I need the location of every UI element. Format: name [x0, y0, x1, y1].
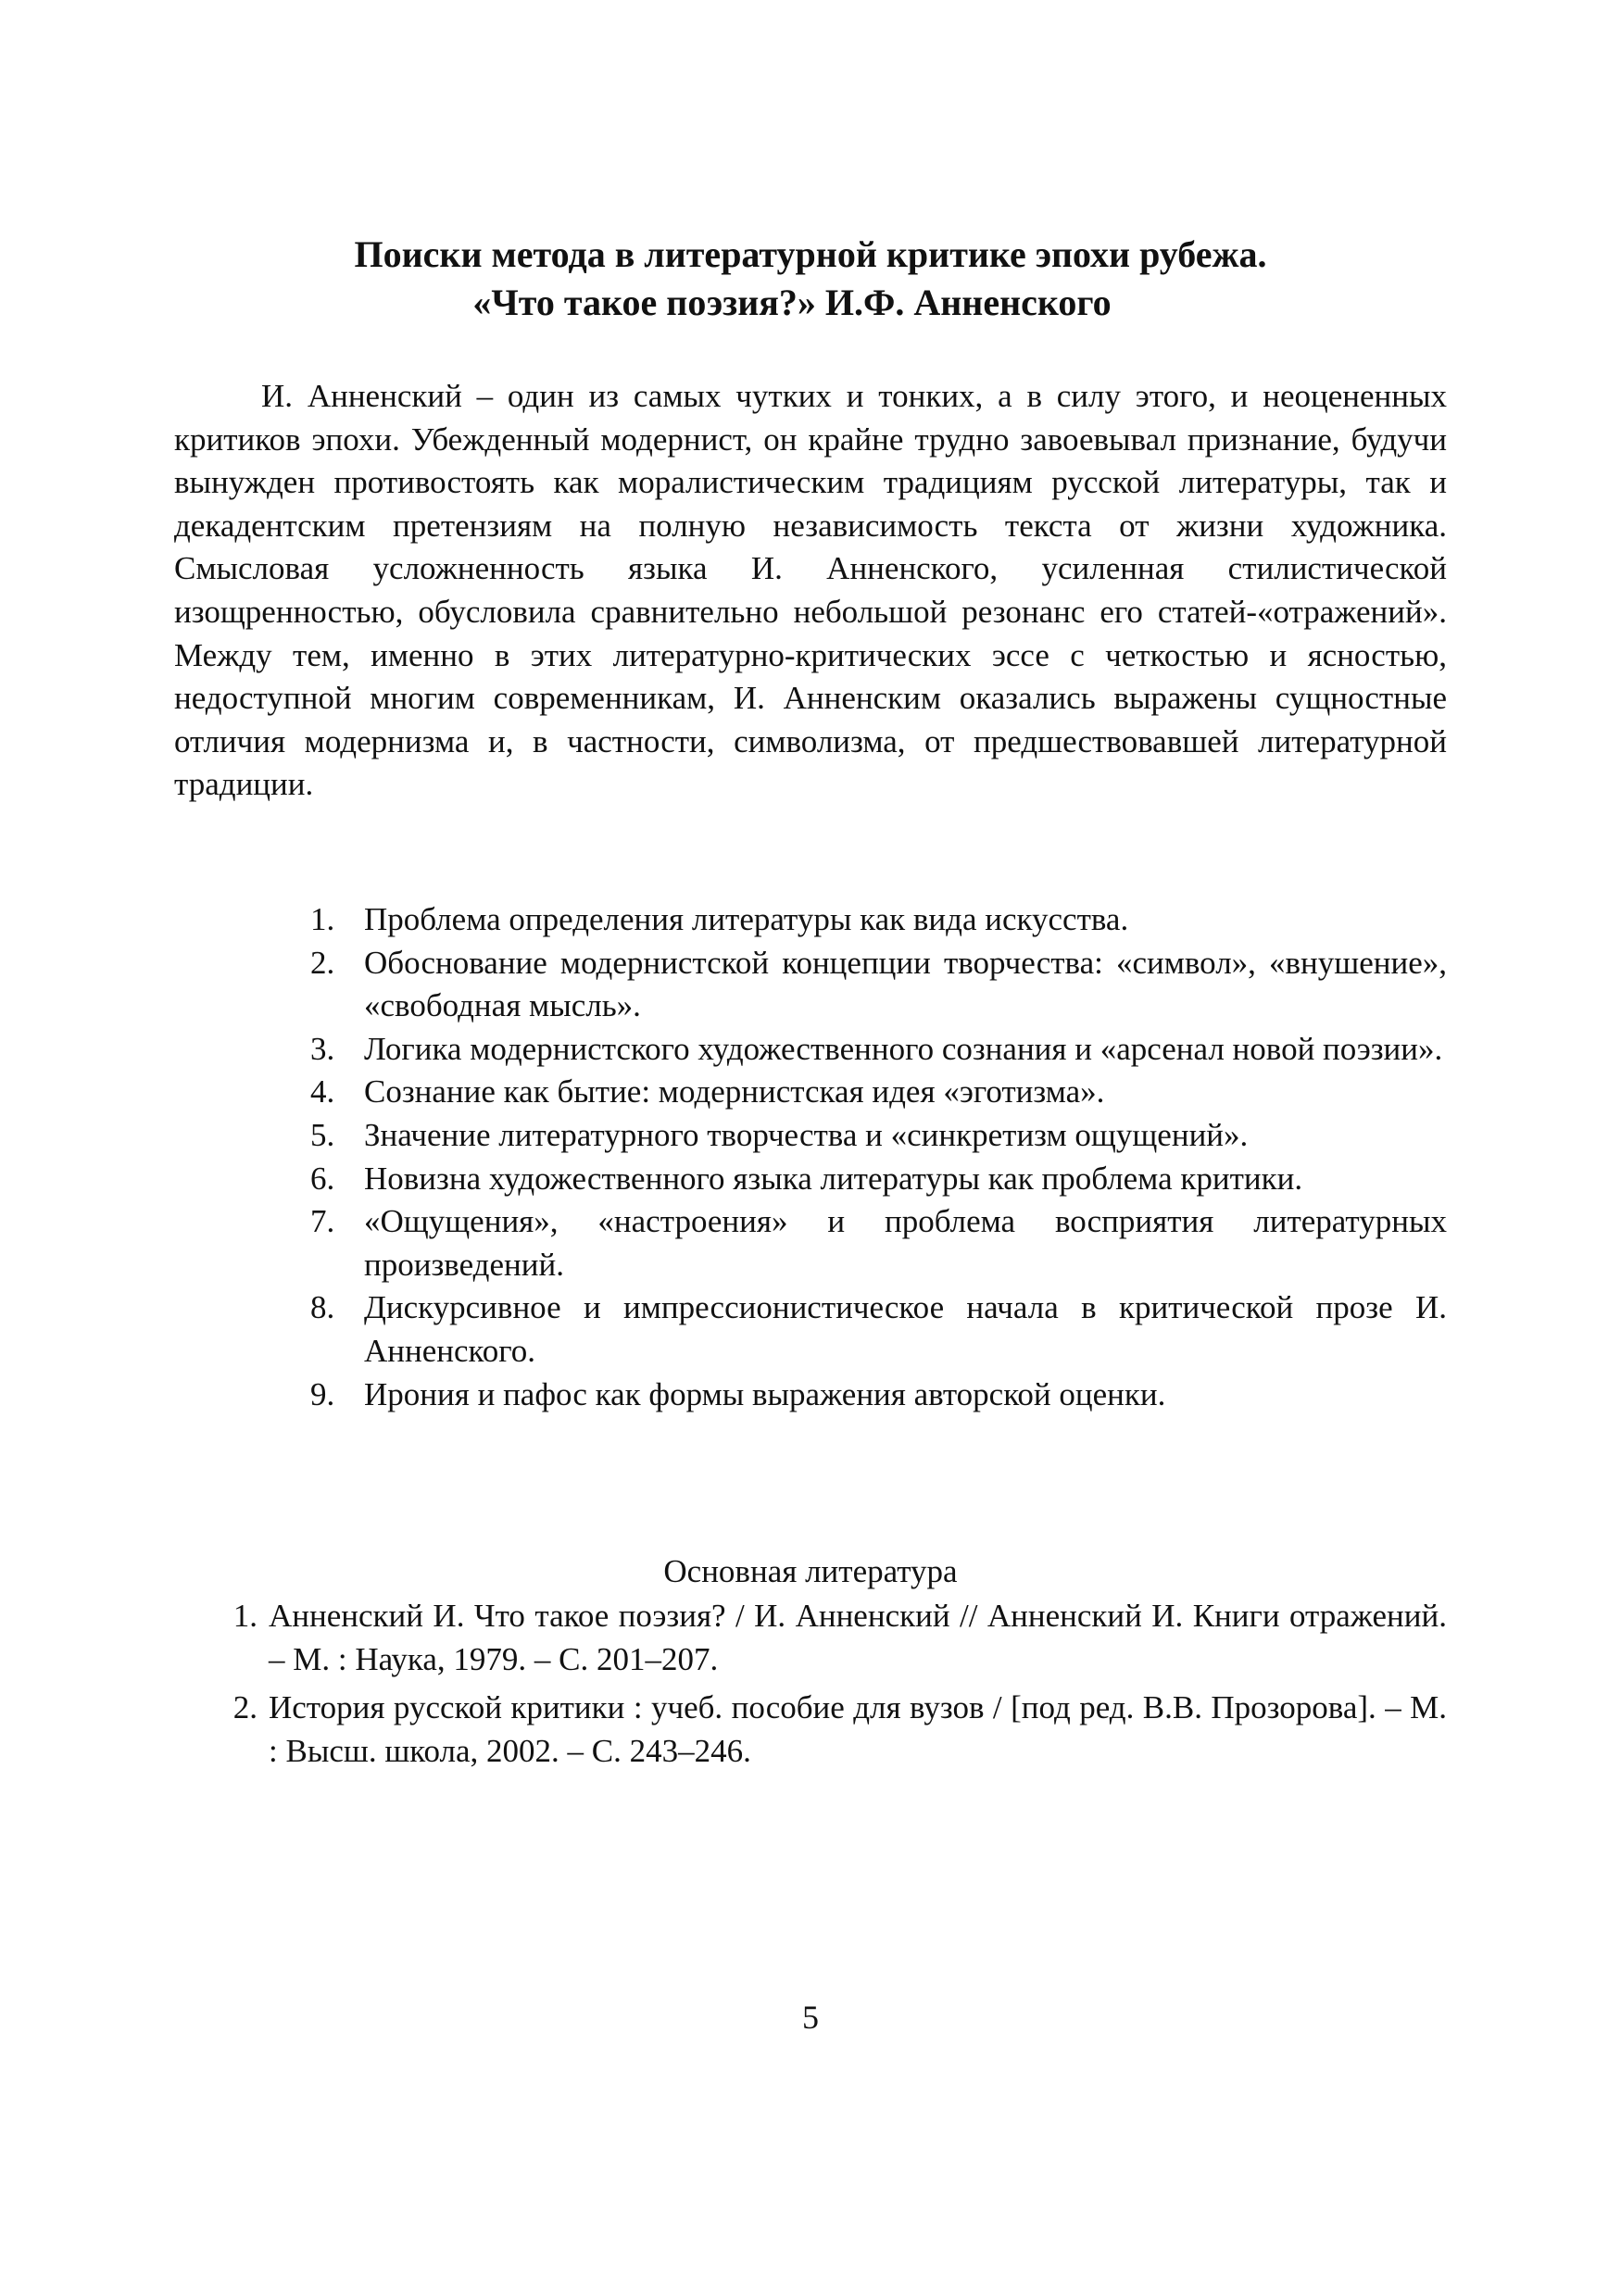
reference-item: [211, 1687, 1447, 1773]
page-title-line-2: «Что такое поэзия?» И.Ф. Анненского: [472, 282, 1112, 323]
reference-text: Анненский И. Что такое поэзия? / И. Анненский // Анненский И. Книги отражений. – М. : Наука, 1979. – С. 201–207.: [269, 1598, 1447, 1677]
list-item-number: 2.: [310, 944, 335, 981]
list-item: [310, 1286, 1447, 1373]
reference-number: 1.: [232, 1598, 258, 1634]
reference-item: [211, 1595, 1447, 1681]
list-item-number: 9.: [310, 1375, 335, 1412]
list-item: [310, 942, 1447, 1028]
intro-paragraph: И. Анненский – один из самых чутких и тонких, а в силу этого, и неоцененных критиков эпохи. Убежденный модернист, он крайне трудно завоевывал признание, будучи вынужден противостоять как моралистическим традициям русской литературы, так и декадентским претензиям на полную независимость текста от жизни художника. Смысловая усложненность языка И. Анненского, усиленная стилистической изощренностью, обусловила сравнительно небольшой резонанс его статей-«отражений». Между тем, именно в этих литературно-критических эссе с четкостью и ясностью, недоступной многим современникам, И. Анненским оказались выражены сущностные отличия модернизма и, в частности, символизма, от предшествовавшей литературной традиции.: [174, 378, 1447, 803]
list-item-text: Обоснование модернистской концепции творчества: «символ», «внушение», «свободная мысль».: [364, 944, 1447, 1024]
list-item-number: 8.: [310, 1289, 335, 1326]
list-item-number: 5.: [310, 1116, 335, 1153]
reference-number: 2.: [232, 1689, 258, 1726]
list-item-text: Сознание как бытие: модернистская идея «эготизма».: [364, 1073, 1105, 1110]
list-item-text: Ирония и пафос как формы выражения авторской оценки.: [364, 1375, 1166, 1412]
list-item: [310, 1374, 1447, 1417]
list-item: [310, 1071, 1447, 1114]
list-item: [310, 1114, 1447, 1158]
list-item: [310, 898, 1447, 942]
page-title-line-1: Поиски метода в литературной критике эпохи рубежа.: [354, 233, 1267, 275]
list-item-text: Дискурсивное и импрессионистическое начала в критической прозе И. Анненского.: [364, 1289, 1447, 1369]
list-item-number: 6.: [310, 1160, 335, 1197]
list-item: [310, 1158, 1447, 1201]
list-item: [310, 1028, 1447, 1072]
list-item: [310, 1200, 1447, 1286]
list-item-text: Проблема определения литературы как вида искусства.: [364, 901, 1129, 937]
list-item-text: Новизна художественного языка литературы как проблема критики.: [364, 1160, 1303, 1197]
reference-text: История русской критики : учеб. пособие для вузов / [под ред. В.В. Прозорова]. – М. : Высш. школа, 2002. – С. 243–246.: [269, 1689, 1447, 1769]
topics-list: [310, 898, 1447, 1416]
references-list: [211, 1595, 1447, 1778]
list-item-number: 3.: [310, 1030, 335, 1067]
list-item-number: 4.: [310, 1073, 335, 1110]
list-item-number: 7.: [310, 1203, 335, 1240]
list-item-text: «Ощущения», «настроения» и проблема восприятия литературных произведений.: [364, 1203, 1447, 1283]
list-item-number: 1.: [310, 901, 335, 937]
literature-heading: Основная литература: [663, 1553, 958, 1589]
list-item-text: Значение литературного творчества и «синкретизм ощущений».: [364, 1116, 1249, 1153]
list-item-text: Логика модернистского художественного сознания и «арсенал новой поэзии».: [364, 1030, 1443, 1067]
page-number: 5: [802, 1999, 819, 2036]
